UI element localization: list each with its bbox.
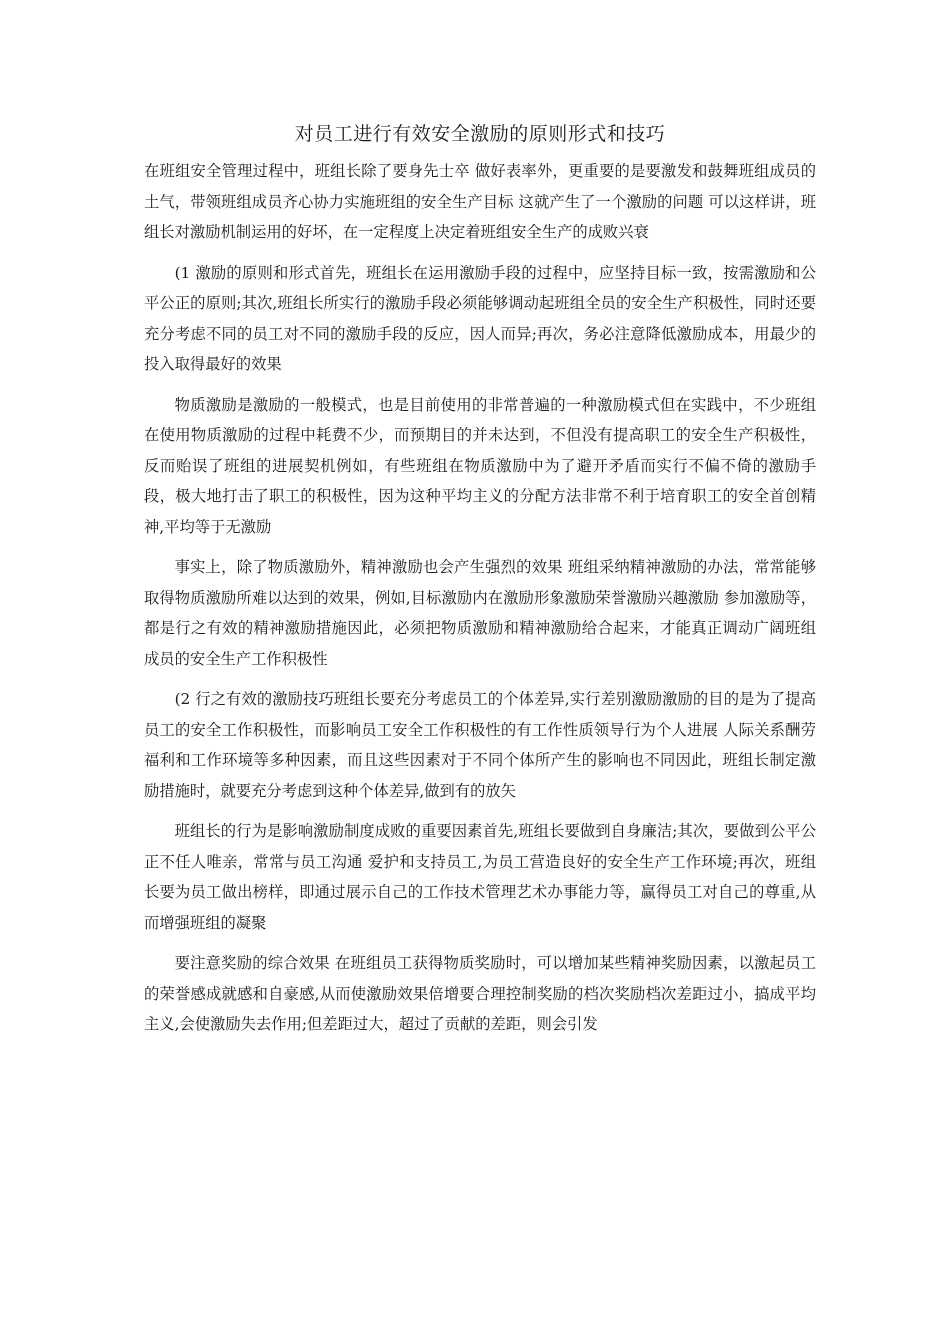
paragraph-intro: 在班组安全管理过程中，班组长除了要身先士卒 做好表率外，更重要的是要激发和鼓舞班组成员的土气，带领班组成员齐心协力实施班组的安全生产目标 这就产生了一个激励的问题 可以这样讲，班组长对激励机制运用的好坏，在一定程度上决定着班组安全生产的成败兴衰 — [144, 162, 816, 241]
document-title: 对员工进行有效安全激励的原则形式和技巧 — [294, 123, 666, 145]
paragraph-techniques: (2 行之有效的激励技巧班组长要充分考虑员工的个体差异,实行差别激励激励的目的是为了提高员工的安全工作积极性，而影响员工安全工作积极性的有工作性质领导行为个人进展 人际关系酬劳福利和工作环境等多种因素，而且这些因素对于不同个体所产生的影响也不同因此，班组长制定激励措施时，就要充分考虑到这种个体差异,做到有的放矢 — [144, 690, 816, 800]
paragraph-material-incentive: 物质激励是激励的一般模式，也是目前使用的非常普遍的一种激励模式但在实践中，不少班组在使用物质激励的过程中耗费不少，而预期目的并未达到，不但没有提高职工的安全生产积极性，反而贻误了班组的进展契机例如，有些班组在物质激励中为了避开矛盾而实行不偏不倚的激励手段，极大地打击了职工的积极性，因为这种平均主义的分配方法非常不利于培育职工的安全首创精神,平均等于无激励 — [144, 395, 816, 536]
paragraph-principles: (1 激励的原则和形式首先，班组长在运用激励手段的过程中，应坚持目标一致，按需激励和公平公正的原则;其次,班组长所实行的激励手段必须能够调动起班组全员的安全生产积极性，同时还要充分考虑不同的员工对不同的激励手段的反应，因人而异;再次，务必注意降低激励成本，用最少的投入取得最好的效果 — [144, 263, 816, 373]
paragraph-leader-behavior: 班组长的行为是影响激励制度成败的重要因素首先,班组长要做到自身廉洁;其次，要做到公平公正不任人唯亲，常常与员工沟通 爱护和支持员工,为员工营造良好的安全生产工作环境;再次，班组长要为员工做出榜样，即通过展示自己的工作技术管理艺术办事能力等，赢得员工对自己的尊重,从而增强班组的凝聚 — [144, 822, 816, 932]
document-page — [144, 120, 816, 1050]
paragraph-spiritual-incentive: 事实上，除了物质激励外，精神激励也会产生强烈的效果 班组采纳精神激励的办法，常常能够取得物质激励所难以达到的效果，例如,目标激励内在激励形象激励荣誉激励兴趣激励 参加激励等，都是行之有效的精神激励措施因此，必须把物质激励和精神激励给合起来，才能真正调动广阔班组成员的安全生产工作积极性 — [144, 558, 816, 668]
paragraph-reward-effect: 要注意奖励的综合效果 在班组员工获得物质奖励时，可以增加某些精神奖励因素，以激起员工的荣誉感成就感和自豪感,从而使激励效果倍增要合理控制奖励的档次奖励档次差距过小，搞成平均主义,会使激励失去作用;但差距过大，超过了贡献的差距，则会引发 — [144, 954, 816, 1033]
